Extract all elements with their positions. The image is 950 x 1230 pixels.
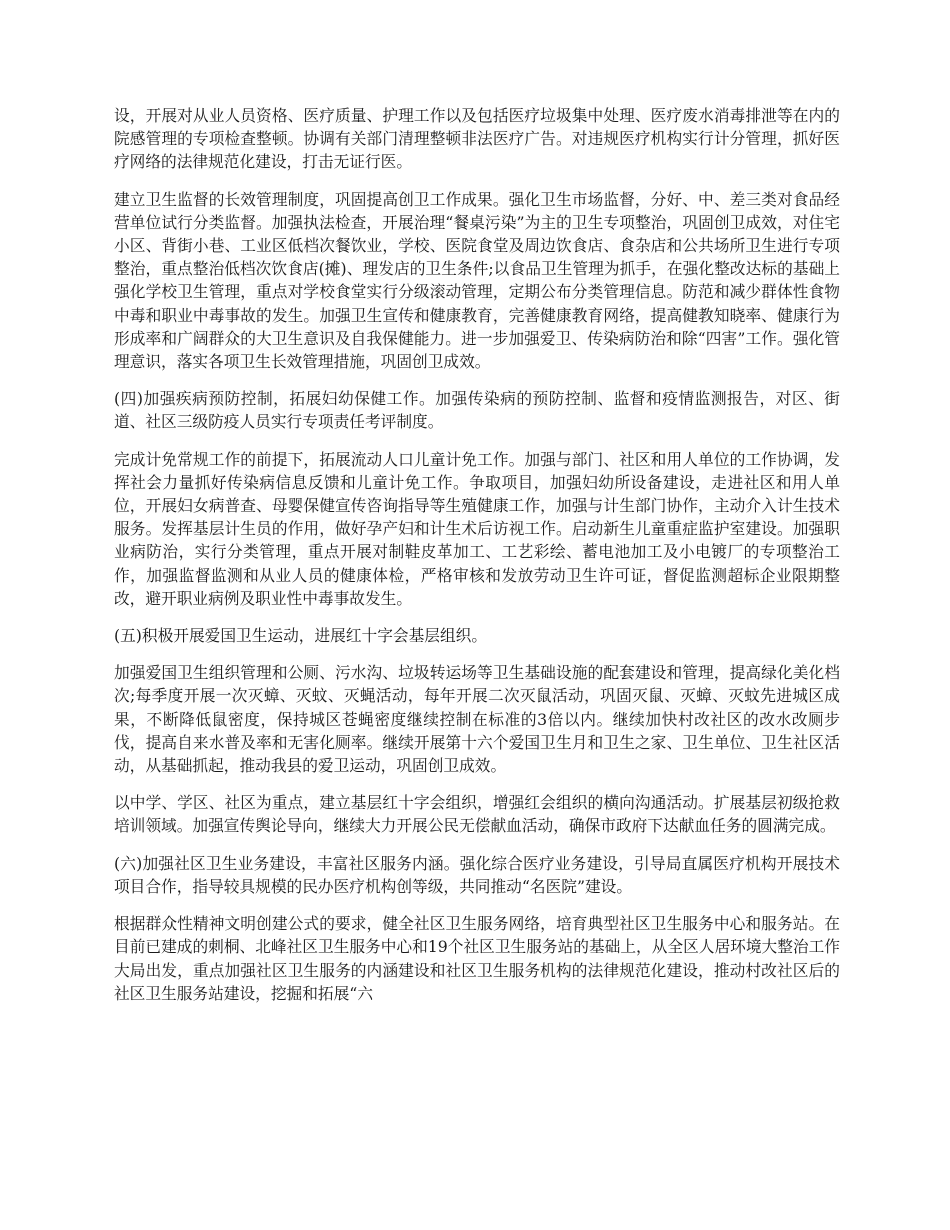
paragraph-9: 根据群众性精神文明创建公式的要求，健全社区卫生服务网络，培育典型社区卫生服务中心和服务站。在目前已建成的刺桐、北峰社区卫生服务中心和19个社区卫生服务站的基础上，从全区人居环境大整治工作大局出发，重点加强社区卫生服务的内涵建设和社区卫生服务机构的法律规范化建设，推动村改社区后的社区卫生服务站建设，挖掘和拓展“六 bbox=[114, 914, 840, 1003]
paragraph-7: 以中学、学区、社区为重点，建立基层红十字会组织，增强红会组织的横向沟通活动。扩展基层初级抢救培训领域。加强宣传舆论导向，继续大力开展公民无偿献血活动，确保市政府下达献血任务的圆满完成。 bbox=[114, 793, 840, 836]
paragraph-5: (五)积极开展爱国卫生运动，进展红十字会基层组织。 bbox=[114, 626, 488, 646]
paragraph-6: 加强爱国卫生组织管理和公厕、污水沟、垃圾转运场等卫生基础设施的配套建设和管理，提高绿化美化档次;每季度开展一次灭蟑、灭蚊、灭蝇活动，每年开展二次灭鼠活动，巩固灭鼠、灭蟑、灭蚊先进城区成果，不断降低鼠密度，保持城区苍蝇密度继续控制在标准的3倍以内。继续加快村改社区的改水改厕步伐，提高自来水普及率和无害化厕率。继续开展第十六个爱国卫生月和卫生之家、卫生单位、卫生社区活动，从基础抓起，推动我县的爱卫运动，巩固创卫成效。 bbox=[114, 663, 840, 776]
paragraph-3: (四)加强疾病预防控制，拓展妇幼保健工作。加强传染病的预防控制、监督和疫情监测报告，对区、街道、社区三级防疫人员实行专项责任考评制度。 bbox=[114, 389, 840, 432]
paragraph-4: 完成计免常规工作的前提下，拓展流动人口儿童计免工作。加强与部门、社区和用人单位的工作协调，发挥社会力量抓好传染病信息反馈和儿童计免工作。争取项目，加强妇幼所设备建设，走进社区和用人单位，开展妇女病普查、母婴保健宣传咨询指导等生殖健康工作，加强与计生部门协作，主动介入计生技术服务。发挥基层计生员的作用，做好孕产妇和计生术后访视工作。启动新生儿童重症监护室建设。加强职业病防治，实行分类管理，重点开展对制鞋皮革加工、工艺彩绘、蓄电池加工及小电镀厂的专项整治工作，加强监督监测和从业人员的健康体检，严格审核和发放劳动卫生许可证，督促监测超标企业限期整改，避开职业病例及职业性中毒事故发生。 bbox=[114, 449, 840, 608]
paragraph-1: 设，开展对从业人员资格、医疗质量、护理工作以及包括医疗垃圾集中处理、医疗废水消毒排泄等在内的院感管理的专项检查整顿。协调有关部门清理整顿非法医疗广告。对违规医疗机构实行计分管理，抓好医疗网络的法律规范化建设，打击无证行医。 bbox=[114, 106, 840, 172]
paragraph-2: 建立卫生监督的长效管理制度，巩固提高创卫工作成果。强化卫生市场监督，分好、中、差三类对食品经营单位试行分类监督。加强执法检查，开展治理“餐桌污染”为主的卫生专项整治，巩固创卫成效，对住宅小区、背街小巷、工业区低档次餐饮业，学校、医院食堂及周边饮食店、食杂店和公共场所卫生进行专项整治，重点整治低档次饮食店(摊)、理发店的卫生条件;以食品卫生管理为抓手，在强化整改达标的基础上强化学校卫生管理，重点对学校食堂实行分级滚动管理，定期公布分类管理信息。防范和减少群体性食物中毒和职业中毒事故的发生。加强卫生宣传和健康教育，完善健康教育网络，提高健教知晓率、健康行为形成率和广阔群众的大卫生意识及自我保健能力。进一步加强爱卫、传染病防治和除“四害”工作。强化管理意识，落实各项卫生长效管理措施，巩固创卫成效。 bbox=[114, 189, 840, 372]
paragraph-8: (六)加强社区卫生业务建设，丰富社区服务内涵。强化综合医疗业务建设，引导局直属医疗机构开展技术项目合作，指导较具规模的民办医疗机构创等级，共同推动“名医院”建设。 bbox=[114, 853, 840, 896]
